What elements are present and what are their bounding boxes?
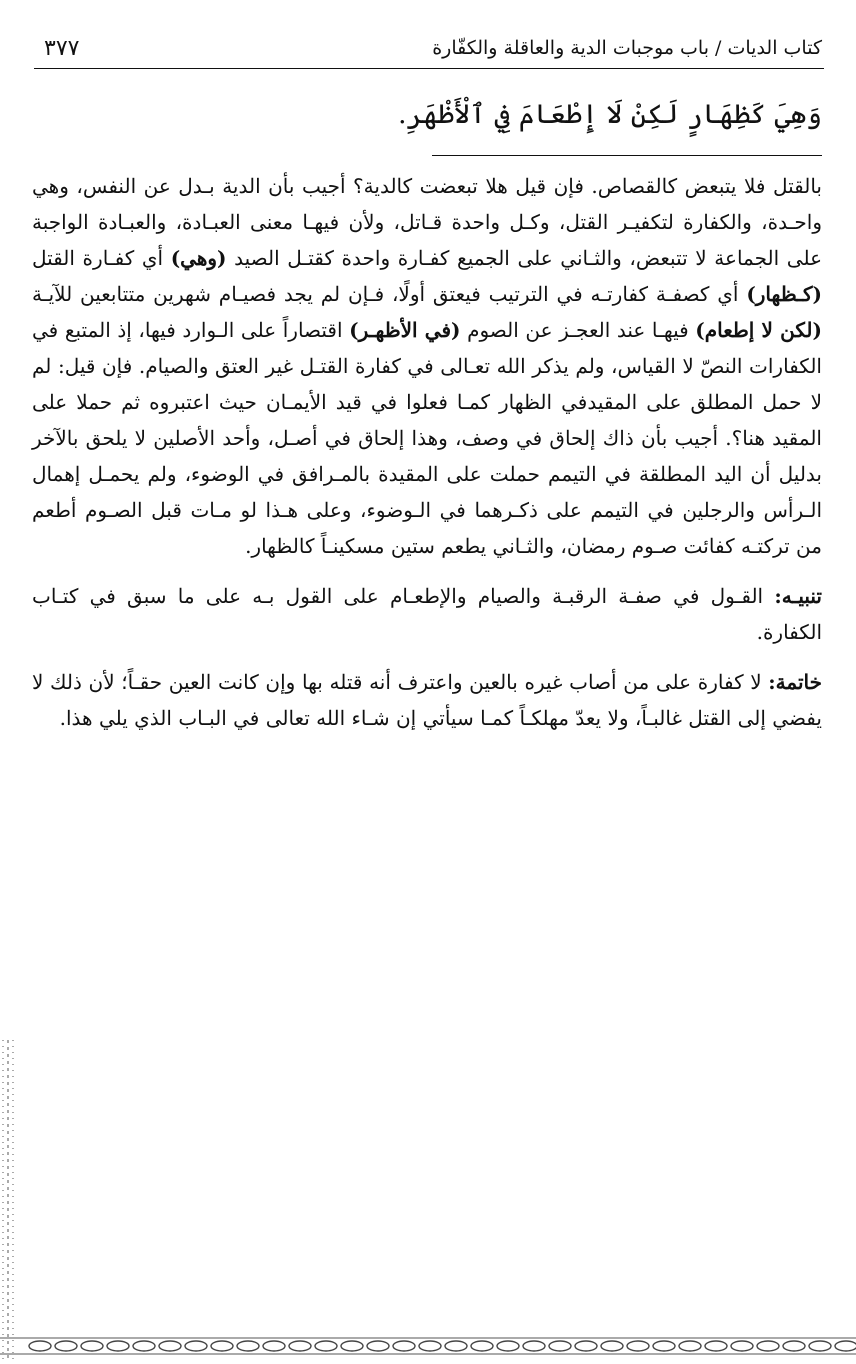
ornament-link: [185, 1341, 207, 1351]
side-border-ornament: [0, 1040, 16, 1360]
ornament-link: [315, 1341, 337, 1351]
ornament-link: [523, 1341, 545, 1351]
ornament-link: [471, 1341, 493, 1351]
commentary-paragraph: [32, 168, 822, 564]
ornament-link: [393, 1341, 415, 1351]
bold-lemma: (كـظهار): [746, 282, 822, 306]
ornament-link: [367, 1341, 389, 1351]
paragraph-text: فيهـا عند العجـز عن الصوم: [460, 318, 696, 342]
paragraph-text: بالقتل فلا يتبعض كالقصاص. فإن قيل هلا تبعضت كالدية؟ أجيب بأن الدية بـدل عن النفس، وهي واحـدة، والكفارة لتكفيـر القتل، وكـل واحدة قـاتل، ولأن فيهـا معنى العبـادة، والعبـادة الواجبة على الجماعة لا تتبعض، والثـاني على الجميع كفـارة واحدة كقتـل الصيد: [32, 174, 822, 270]
ornament-link: [29, 1341, 51, 1351]
ornament-link: [211, 1341, 233, 1351]
bold-lemma: (لكن لا إطعام): [695, 318, 822, 342]
ornament-link: [705, 1341, 727, 1351]
paragraph-text: أي كفـارة القتل: [32, 246, 171, 270]
ornament-link: [601, 1341, 623, 1351]
ornament-link: [133, 1341, 155, 1351]
ornament-link: [809, 1341, 831, 1351]
matn-separator-line: [432, 155, 822, 156]
paragraph-text: أي كصفـة كفارتـه في الترتيب فيعتق أولًا، فـإن لم يجد فصيـام شهرين متتابعين للآيـة: [32, 282, 747, 306]
paragraph-text: لا كفارة على من أصاب غيره بالعين واعترف أنه قتله بها وإن كانت العين حقـاً؛ لأن ذلك لا يفضي إلى القتل غالبـاً، ولا يعدّ مهلكـاً كمـا سيأتي إن شـاء الله تعالى في البـاب الذي يلي هذا.: [32, 670, 822, 730]
ornament-link: [731, 1341, 753, 1351]
bold-lemma: (في الأظهـر): [349, 318, 461, 342]
ornament-link: [783, 1341, 805, 1351]
ornament-link: [81, 1341, 103, 1351]
running-title: كتاب الديات / باب موجبات الدية والعاقلة والكفّارة: [432, 37, 822, 59]
ornament-link: [55, 1341, 77, 1351]
paragraph-text: القـول في صفـة الرقبـة والصيام والإطعـام على القول بـه على ما سبق في كتـاب الكفارة.: [32, 584, 822, 644]
page-number: ٣٧٧: [44, 35, 80, 61]
commentary-body: [32, 168, 822, 750]
bottom-border-ornament: [0, 1334, 856, 1358]
ornament-link: [575, 1341, 597, 1351]
ornament-link: [627, 1341, 649, 1351]
ornament-link: [159, 1341, 181, 1351]
matn-text: وَهِيَ كَظِهَارٍ لَكِنْ لَا إِطْعَامَ فِي ٱلْأَظْهَرِ.: [398, 99, 822, 130]
ornament-link: [757, 1341, 779, 1351]
bold-lemma: تنبيـه:: [774, 584, 822, 608]
ornament-link: [263, 1341, 285, 1351]
ornament-link: [237, 1341, 259, 1351]
bold-lemma: خاتمة:: [768, 670, 822, 694]
commentary-paragraph: [32, 664, 822, 736]
page-header: [34, 28, 824, 69]
ornament-link: [497, 1341, 519, 1351]
commentary-paragraph: [32, 578, 822, 650]
ornament-link: [549, 1341, 571, 1351]
paragraph-text: اقتصاراً على الـوارد فيها، إذ المتبع في الكفارات النصّ لا القياس، ولم يذكر الله تعـالى في كفارة القتـل غير العتق والصيام. فإن قيل: لم لا حمل المطلق على المقيدفي الظهار كمـا فعلوا في قيد الأيمـان حيث اعتبروه ثم حملا على المقيد هنا؟. أجيب بأن ذاك إلحاق في وصف، وهذا إلحاق في أصـل، وأحد الأصلين لا يلحق بالآخر بدليل أن اليد المطلقة في التيمم حملت على المقيدة بالمـرافق في الوضوء، ولم يحمـل إهمال الـرأس والرجلين في التيمم على ذكـرهما في الـوضوء، وعلى هـذا لو مـات قبل الصـوم أطعم من تركتـه كفائت صـوم رمضان، والثـاني يطعم ستين مسكينـاً كالظهار.: [32, 318, 822, 558]
ornament-link: [445, 1341, 467, 1351]
ornament-link: [679, 1341, 701, 1351]
ornament-link: [419, 1341, 441, 1351]
ornament-link: [341, 1341, 363, 1351]
ornament-link: [289, 1341, 311, 1351]
ornament-link: [653, 1341, 675, 1351]
ornament-link: [107, 1341, 129, 1351]
bold-lemma: (وهي): [170, 246, 227, 270]
ornament-link: [835, 1341, 856, 1351]
